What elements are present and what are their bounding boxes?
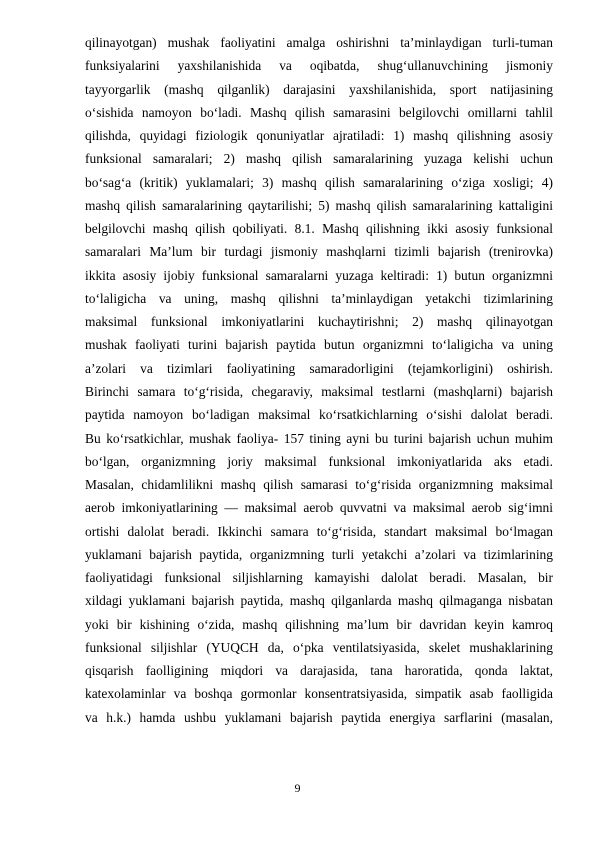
text-line: maksimal funksional imkoniyatlarini kuchaytirishni; 2) mashq qilinayotgan xyxy=(85,314,553,330)
text-line: Bu ko‘rsatkichlar, mushak faoliya- 157 tining ayni bu turini bajarish uchun muhim xyxy=(85,430,553,446)
text-line: a’zolari va tizimlari faoliyatining samaradorligini (tejamkorligini) oshirish. xyxy=(85,360,553,376)
text-line: yuklamani bajarish paytida, organizmning turli yetakchi a’zolari va tizimlarining xyxy=(85,546,553,562)
text-line: belgilovchi mashq qilish qobiliyati. 8.1. Mashq qilishning ikki asosiy funksional xyxy=(85,221,553,237)
page-number: 9 xyxy=(294,781,301,795)
text-line: bo‘lgan, organizmning joriy maksimal funksional imkoniyatlarida aks etadi. xyxy=(85,453,553,469)
text-line: paytida namoyon bo‘ladigan maksimal ko‘rsatkichlarning o‘sishi dalolat beradi. xyxy=(85,407,553,423)
text-line: bo‘sag‘a (kritik) yuklamalari; 3) mashq qilish samaralarining o‘ziga xosligi; 4) xyxy=(85,174,553,190)
text-line: aerob imkoniyatlarining — maksimal aerob quvvatni va maksimal aerob sig‘imni xyxy=(85,500,553,516)
text-line: funksional siljishlar (YUQCH da, o‘pka ventilatsiyasida, skelet mushaklarining xyxy=(85,639,553,655)
text-line: Birinchi samara to‘g‘risida, chegaraviy, maksimal testlarni (mashqlarni) bajarish xyxy=(85,383,553,399)
text-line: faoliyatidagi funksional siljishlarning kamayishi dalolat beradi. Masalan, bir xyxy=(85,570,553,586)
text-line: qisqarish faolligining miqdori va darajasida, tana haroratida, qonda laktat, xyxy=(85,663,553,679)
body-text xyxy=(85,31,553,729)
text-line: qilinayotgan) mushak faoliyatini amalga oshirishni ta’minlaydigan turli-tuman xyxy=(85,35,553,50)
text-line: to‘laligicha va uning, mashq qilishni ta’minlaydigan yetakchi tizimlarining xyxy=(85,290,553,306)
text-line: va h.k.) hamda ushbu yuklamani bajarish paytida energiya sarflarini (masalan, xyxy=(85,709,553,725)
text-line: samaralari Ma’lum bir turdagi jismoniy mashqlarni tizimli bajarish (trenirovka) xyxy=(85,244,553,260)
text-line: Masalan, chidamlilikni mashq qilish samarasi to‘g‘risida organizmning maksimal xyxy=(85,477,553,493)
text-line: qilishda, quyidagi fiziologik qonuniyatlar ajratiladi: 1) mashq qilishning asosiy xyxy=(85,128,553,144)
text-line: yoki bir kishining o‘zida, mashq qilishning ma’lum bir davridan keyin kamroq xyxy=(85,616,553,632)
text-line: funksional samaralari; 2) mashq qilish samaralarining yuzaga kelishi uchun xyxy=(85,151,553,167)
text-line: funksiyalarini yaxshilanishida va oqibatda, shug‘ullanuvchining jismoniy xyxy=(85,58,553,74)
text-line: xildagi yuklamani bajarish paytida, mashq qilganlarda mashq qilmaganga nisbatan xyxy=(85,593,553,609)
text-line: katexolaminlar va boshqa gormonlar konsentratsiyasida, simpatik asab faolligida xyxy=(85,686,553,702)
text-line: mushak faoliyati turini bajarish paytida butun organizmni to‘laligicha va uning xyxy=(85,337,553,353)
text-line: o‘sishida namoyon bo‘ladi. Mashq qilish samarasini belgilovchi omillarni tahlil xyxy=(85,104,553,120)
text-line: tayyorgarlik (mashq qilganlik) darajasini yaxshilanishida, sport natijasining xyxy=(85,81,553,97)
text-line: mashq qilish samaralarining qaytarilishi; 5) mashq qilish samaralarining kattaligini xyxy=(85,197,553,213)
text-line: ikkita asosiy ijobiy funksional samaralarni yuzaga keltiradi: 1) butun organizmni xyxy=(85,267,553,283)
text-line: ortishi dalolat beradi. Ikkinchi samara to‘g‘risida, standart maksimal bo‘lmagan xyxy=(85,523,553,539)
